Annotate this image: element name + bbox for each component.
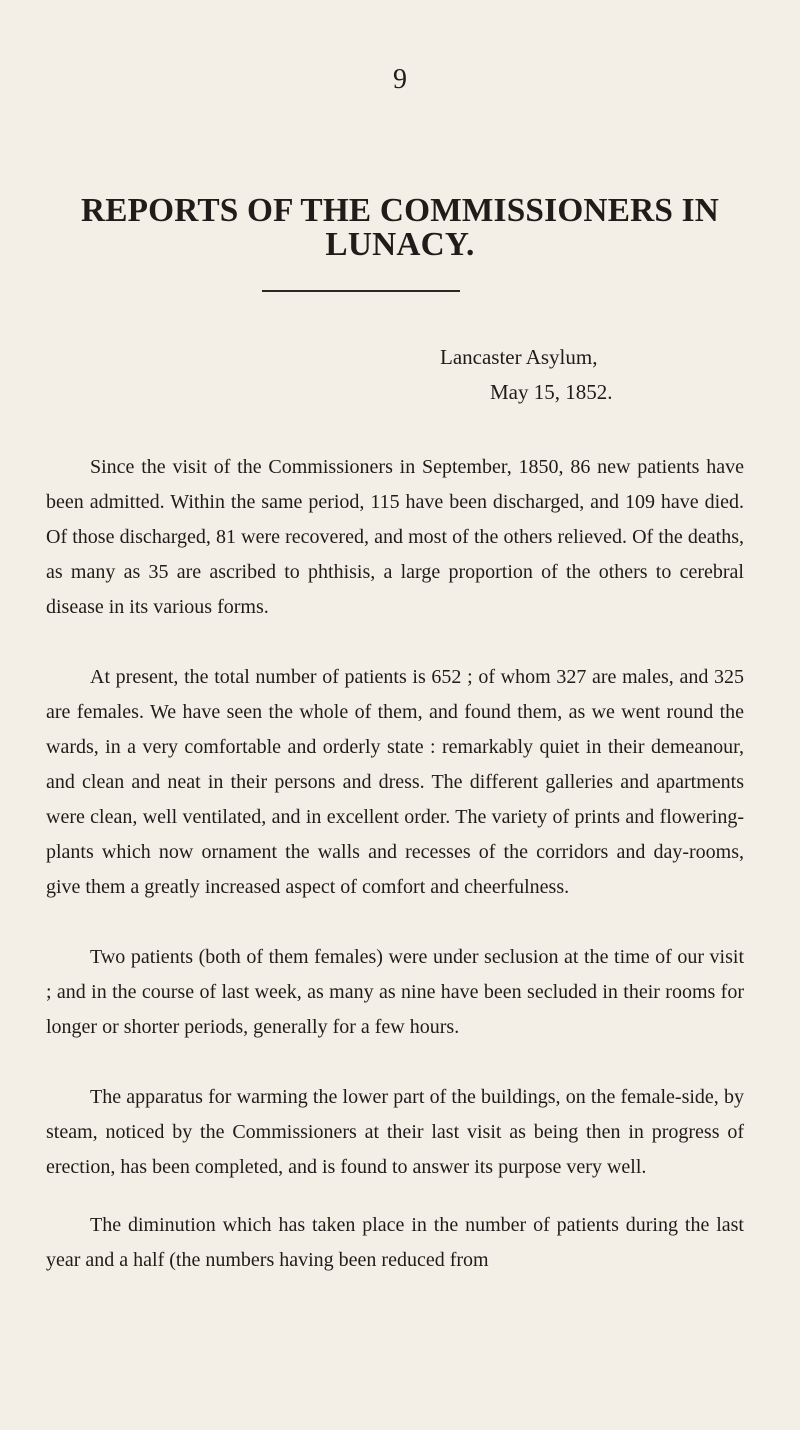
report-heading: REPORTS OF THE COMMISSIONERS IN LUNACY. (80, 192, 720, 263)
paragraph: At present, the total number of patients is 652 ; of whom 327 are males, and 325 are females. We have seen the whole of them, and found them, as we went round the wards, in a very comfortable and orderly state : remarkably quiet in their demeanour, and clean and neat in their persons and dress. The different galleries and apartments were clean, well ventilated, and in excellent order. The variety of prints and flowering-plants which now ornament the walls and recesses of the corridors and day-rooms, give them a greatly increased aspect of comfort and cheerfulness. (46, 666, 744, 898)
address-date: May 15, 1852. (490, 380, 613, 404)
paragraph: The diminution which has taken place in the number of patients during the last year and a half (the numbers having been reduced from (46, 1214, 744, 1271)
paragraph: Two patients (both of them females) were under seclusion at the time of our visit ; and in the course of last week, as many as nine have been secluded in their rooms for longer or shorter periods, generally for a few hours. (46, 946, 744, 1038)
paragraph: The apparatus for warming the lower part of the buildings, on the female-side, by steam, noticed by the Commissioners at their last visit as being then in progress of erection, has been completed, and is found to answer its purpose very well. (46, 1086, 744, 1178)
heading-rule (262, 290, 460, 292)
page-number: 9 (393, 64, 407, 95)
address-block (440, 340, 613, 410)
body-text (46, 450, 744, 1278)
address-place: Lancaster Asylum, (440, 345, 598, 369)
paragraph: Since the visit of the Commissioners in September, 1850, 86 new patients have been admitted. Within the same period, 115 have been discharged, and 109 have died. Of those discharged, 81 were recovered, and most of the others relieved. Of the deaths, as many as 35 are ascribed to phthisis, a large proportion of the others to cerebral disease in its various forms. (46, 456, 744, 618)
